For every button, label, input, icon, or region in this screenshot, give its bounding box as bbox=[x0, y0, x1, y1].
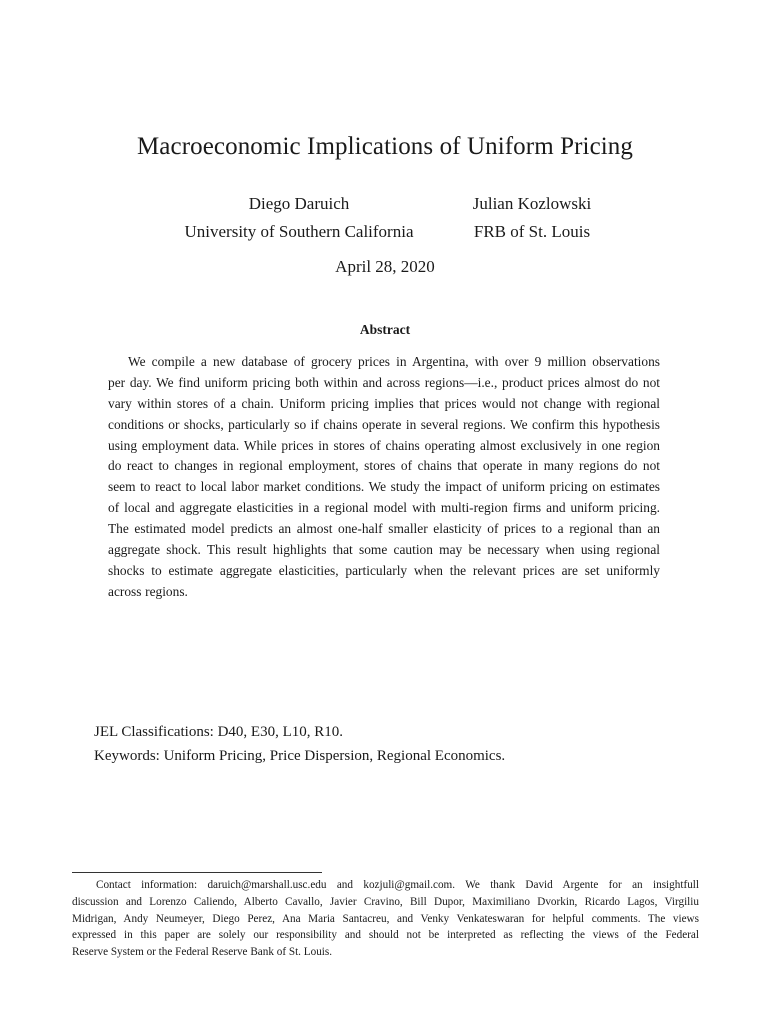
footnote-line: Reserve System or the Federal Reserve Bank of St. Louis. bbox=[72, 946, 333, 959]
abstract-line: across regions. bbox=[108, 583, 188, 599]
abstract-line: per day. We find uniform pricing both within and across regions—i.e., product prices almost do not bbox=[108, 374, 660, 390]
abstract-line: seem to react to local labor market conditions. We study the impact of uniform pricing on estimates bbox=[108, 479, 660, 495]
author-affiliation: University of Southern California bbox=[184, 222, 414, 241]
author-name: Julian Kozlowski bbox=[472, 194, 592, 213]
abstract-line: shocks to estimate aggregate elasticities, particularly when the relevant prices are set uniformly bbox=[108, 562, 660, 578]
abstract-line: using employment data. While prices in stores of chains operating almost exclusively in one region bbox=[108, 437, 660, 453]
abstract-line: vary within stores of a chain. Uniform pricing implies that prices would not change with regional bbox=[108, 395, 660, 411]
paper-date: April 28, 2020 bbox=[335, 257, 435, 276]
classification-block bbox=[94, 720, 505, 768]
abstract-text bbox=[108, 352, 660, 603]
footnote bbox=[72, 877, 699, 961]
paper-title: Macroeconomic Implications of Uniform Pricing bbox=[136, 133, 634, 160]
author-block-daruich bbox=[170, 190, 428, 246]
abstract-line: aggregate shock. This result highlights that some caution may be necessary when using regional bbox=[108, 542, 660, 558]
footnote-line: discussion and Lorenzo Caliendo, Alberto Cavallo, Javier Cravino, Bill Dupor, Maximiliano Dvorkin, Ricardo Lagos, Virgiliu bbox=[72, 895, 699, 908]
footnote-line: expressed in this paper are solely our responsibility and should not be interpreted as reflecting the views of the Federal bbox=[72, 929, 699, 942]
footnote-line: Contact information: daruich@marshall.usc.edu and kozjuli@gmail.com. We thank David Argente for an insightfull bbox=[96, 879, 699, 891]
abstract-line: We compile a new database of grocery prices in Argentina, with over 9 million observations bbox=[128, 354, 660, 369]
abstract-line: of local and aggregate elasticities in a regional model with multi-region firms and uniform pricing. bbox=[108, 500, 660, 516]
author-affiliation: FRB of St. Louis bbox=[473, 222, 591, 241]
author-block-kozlowski bbox=[458, 190, 606, 246]
abstract-line: conditions or shocks, particularly so if chains operate in several regions. We confirm this hypothesis bbox=[108, 416, 660, 432]
keywords: Keywords: Uniform Pricing, Price Dispersion, Regional Economics. bbox=[94, 748, 506, 764]
abstract-heading: Abstract bbox=[359, 322, 411, 337]
author-name: Diego Daruich bbox=[248, 194, 350, 213]
jel-classifications: JEL Classifications: D40, E30, L10, R10. bbox=[94, 724, 344, 740]
abstract-line: do react to changes in regional employment, stores of chains that operate in many regions do not bbox=[108, 458, 660, 474]
footnote-rule bbox=[72, 872, 322, 873]
abstract-line: The estimated model predicts an almost one-half smaller elasticity of prices to a regional than an bbox=[108, 521, 660, 537]
footnote-line: Midrigan, Andy Neumeyer, Diego Perez, Ana Maria Santacreu, and Venky Venkateswaran for helpful comments. The views bbox=[72, 912, 699, 925]
